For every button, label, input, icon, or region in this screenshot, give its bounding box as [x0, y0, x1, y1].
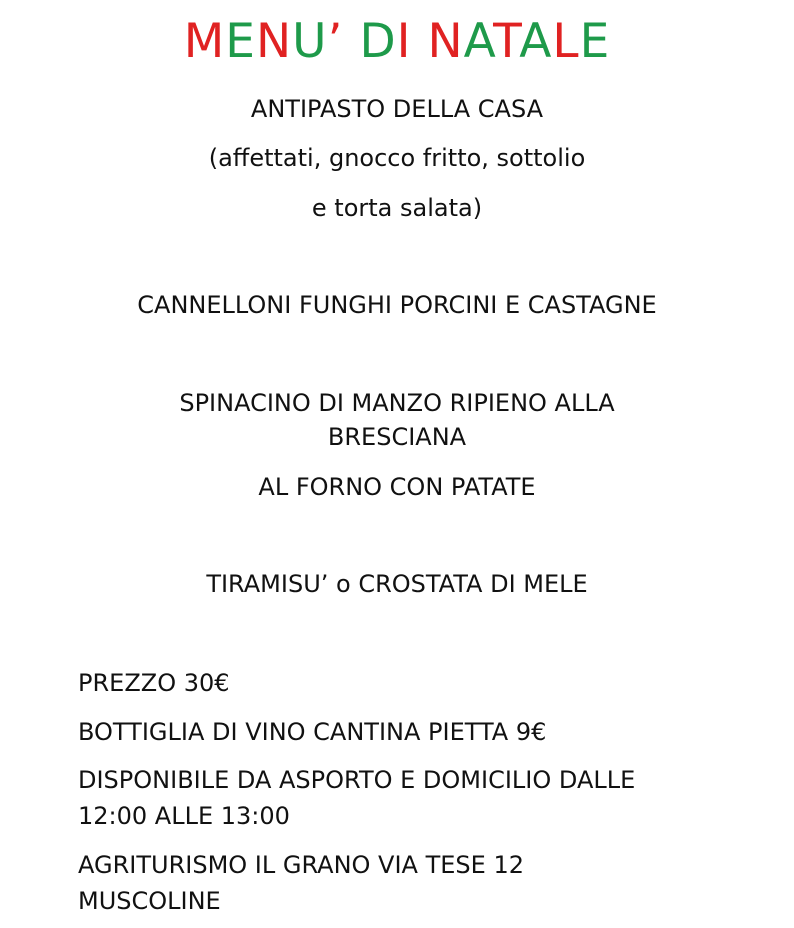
title-letter: M [183, 14, 226, 69]
title-letter: T [493, 14, 520, 69]
title-letter: E [579, 14, 611, 69]
title-letter: D [359, 14, 397, 69]
antipasto-description-line-1: (affettati, gnocco fritto, sottolio [208, 144, 586, 172]
title-letter: L [552, 14, 580, 69]
title-letter: A [463, 14, 494, 69]
wine-line: BOTTIGLIA DI VINO CANTINA PIETTA 9€ [78, 718, 547, 746]
primo-course: CANNELLONI FUNGHI PORCINI E CASTAGNE [137, 291, 657, 319]
title-letter: N [427, 14, 464, 69]
price-line: PREZZO 30€ [78, 669, 230, 697]
title-letter [412, 14, 428, 69]
secondo-course-line-3: AL FORNO CON PATATE [258, 473, 536, 501]
address-line-1: AGRITURISMO IL GRANO VIA TESE 12 [78, 851, 524, 879]
title-letter: A [519, 14, 553, 69]
dessert-course: TIRAMISU’ o CROSTATA DI MELE [206, 570, 588, 598]
takeaway-line-1: DISPONIBILE DA ASPORTO E DOMICILIO DALLE [78, 766, 636, 794]
title-letter: I [396, 14, 412, 69]
title-letter: ’ [327, 14, 344, 69]
title-letter: U [292, 14, 328, 69]
menu-title [0, 14, 794, 70]
title-letter: E [225, 14, 256, 69]
antipasto-description-line-2: e torta salata) [311, 194, 483, 222]
secondo-course-line-1: SPINACINO DI MANZO RIPIENO ALLA [179, 389, 615, 417]
secondo-course-line-2: BRESCIANA [327, 423, 467, 451]
takeaway-line-2: 12:00 ALLE 13:00 [78, 802, 290, 830]
title-letter [344, 14, 360, 69]
title-letter: N [255, 14, 293, 69]
address-line-2: MUSCOLINE [78, 887, 221, 915]
antipasto-heading: ANTIPASTO DELLA CASA [250, 95, 544, 123]
